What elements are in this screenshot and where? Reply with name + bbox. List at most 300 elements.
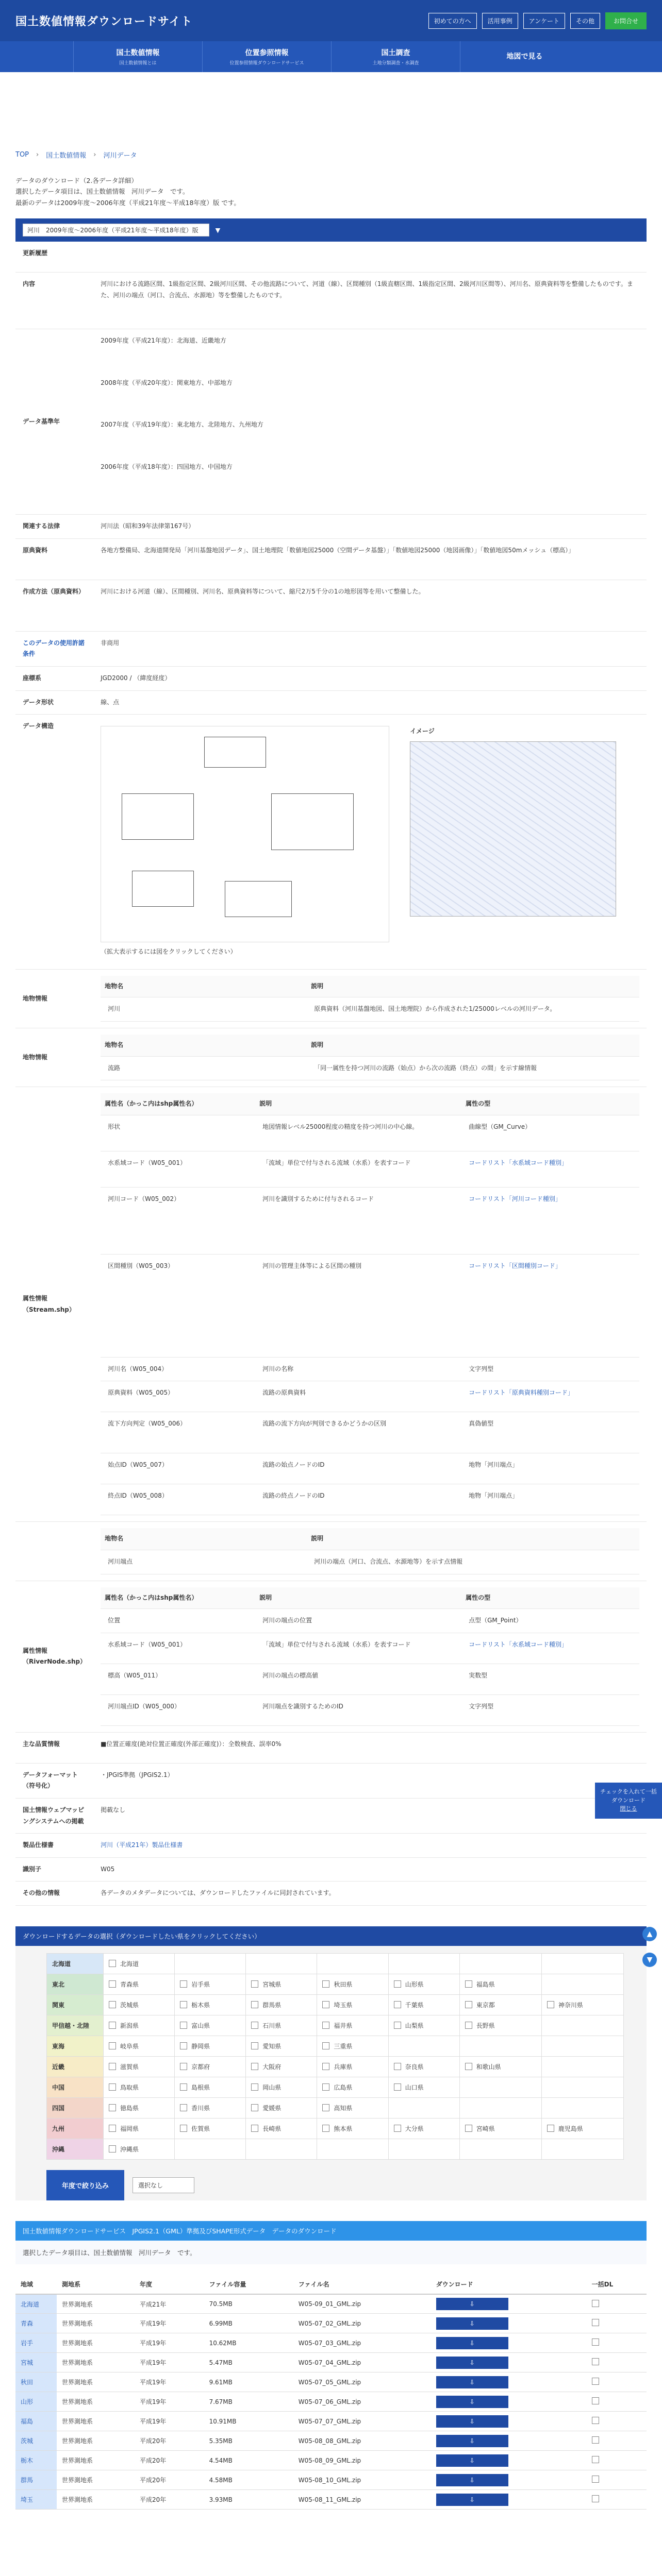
bulk-cell — [587, 2333, 647, 2353]
breadcrumb-separator: › — [36, 150, 39, 159]
pref-label: 大阪府 — [262, 2063, 282, 2071]
breadcrumb-top[interactable]: TOP — [15, 150, 29, 159]
row-label: 関連する法律 — [15, 515, 93, 539]
checkbox[interactable] — [109, 2083, 116, 2091]
scroll-down-icon[interactable]: ▼ — [642, 1953, 657, 1967]
bulk-checkbox[interactable] — [592, 2495, 599, 2502]
nav-item-kokudo[interactable] — [73, 41, 202, 72]
checkbox[interactable] — [547, 2125, 554, 2132]
pref-cell — [104, 2056, 175, 2077]
bulk-checkbox[interactable] — [592, 2456, 599, 2463]
checkbox[interactable] — [547, 2001, 554, 2008]
checkbox[interactable] — [465, 2022, 472, 2029]
bulk-checkbox[interactable] — [592, 2436, 599, 2444]
feature-table — [101, 1035, 639, 1080]
row-value: 河川法（昭和39年法律第167号） — [93, 515, 647, 539]
table-row — [15, 2490, 647, 2510]
pref-checkbox-item[interactable] — [322, 2062, 383, 2071]
download-button[interactable]: ⇩ — [436, 2317, 508, 2330]
size-cell: 70.5MB — [204, 2294, 293, 2314]
image-wrapper — [410, 726, 616, 958]
row-value — [93, 1581, 647, 1732]
download-button[interactable]: ⇩ — [436, 2376, 508, 2388]
checkbox[interactable] — [465, 2125, 472, 2132]
bulk-checkbox[interactable] — [592, 2378, 599, 2385]
table-cell — [461, 1151, 639, 1187]
table-cell: 地物「河川端点」 — [461, 1453, 639, 1484]
region-label: 中国 — [47, 2077, 104, 2097]
header-link-survey[interactable]: アンケート — [523, 13, 565, 29]
checkbox[interactable] — [109, 2042, 116, 2049]
row-label: 製品仕様書 — [15, 1834, 93, 1858]
chevron-down-icon: ▼ — [215, 226, 221, 234]
pref-cell — [246, 2036, 317, 2056]
terms-link[interactable]: このデータの使用許諾条件 — [15, 631, 93, 666]
checkbox[interactable] — [394, 2125, 401, 2132]
checkbox[interactable] — [251, 2104, 258, 2111]
pref-cell — [104, 2139, 175, 2159]
download-button[interactable]: ⇩ — [436, 2357, 508, 2369]
pref-checkbox-item[interactable] — [180, 2104, 240, 2112]
pref-cell — [175, 2118, 246, 2139]
filename-cell: W05-09_01_GML.zip — [293, 2294, 431, 2314]
version-select[interactable]: 河川 2009年度〜2006年度（平成21年度〜平成18年度）版 — [23, 224, 209, 236]
checkbox[interactable] — [322, 2022, 329, 2029]
contact-button[interactable]: お問合せ — [605, 12, 647, 29]
checkbox[interactable] — [251, 2001, 258, 2008]
row-value: 線、点 — [93, 690, 647, 715]
row-label: 原典資料 — [15, 538, 93, 580]
pref-checkbox-item[interactable] — [109, 2124, 169, 2133]
checkbox[interactable] — [251, 2063, 258, 2070]
table-row — [101, 1694, 639, 1725]
close-panel-link[interactable]: 閉じる — [620, 1805, 637, 1812]
table-cell: 河川の管理主体等による区間の種別 — [255, 1254, 461, 1357]
region-label: 甲信越・北陸 — [47, 2015, 104, 2036]
download-select-section — [15, 1926, 647, 2200]
column-header: 説明 — [307, 1528, 639, 1550]
feature-table — [101, 1528, 639, 1574]
bulk-checkbox[interactable] — [592, 2358, 599, 2365]
pref-label: 沖縄県 — [120, 2145, 139, 2153]
pref-checkbox-item[interactable] — [251, 2124, 311, 2133]
code-list-link[interactable]: コードリスト「水系域コード種別」 — [469, 1640, 568, 1648]
table-row — [101, 1381, 639, 1412]
year-cell: 平成20年 — [135, 2431, 204, 2451]
pref-checkbox-item[interactable] — [394, 2083, 454, 2092]
download-button[interactable]: ⇩ — [436, 2494, 508, 2506]
code-list-link[interactable]: コードリスト「原典資料種別コード」 — [469, 1389, 574, 1397]
pref-label: 長崎県 — [262, 2125, 282, 2132]
detail-table — [15, 242, 647, 1906]
pref-cell — [104, 2077, 175, 2097]
pref-label: 京都府 — [191, 2063, 210, 2071]
filename-cell: W05-08_08_GML.zip — [293, 2431, 431, 2451]
pref-checkbox-item[interactable] — [109, 2001, 169, 2009]
checkbox[interactable] — [180, 2125, 187, 2132]
pref-checkbox-item[interactable] — [394, 2001, 454, 2009]
pref-cell — [175, 2097, 246, 2118]
row-label: データ基準年 — [15, 329, 93, 515]
datum-cell: 世界測地系 — [57, 2333, 135, 2353]
pref-checkbox-item[interactable] — [547, 2124, 618, 2133]
download-cell — [431, 2431, 587, 2451]
checkbox[interactable] — [394, 1980, 401, 1988]
region-row — [47, 1994, 624, 2015]
row-label — [15, 1522, 93, 1581]
table-row — [15, 2470, 647, 2490]
scroll-up-icon[interactable]: ▲ — [642, 1927, 657, 1941]
pref-cell — [246, 2118, 317, 2139]
region-label: 沖縄 — [47, 2139, 104, 2159]
table-cell: 河川端点 — [101, 1550, 307, 1574]
table-cell: 文字列型 — [461, 1694, 639, 1725]
bulk-cell — [587, 2353, 647, 2372]
breadcrumb — [0, 72, 662, 175]
nav-item-label: 位置参照情報 — [245, 49, 289, 57]
pref-checkbox-item[interactable] — [109, 2062, 169, 2071]
attr-table-node — [101, 1587, 639, 1726]
bulk-checkbox[interactable] — [592, 2397, 599, 2404]
pref-checkbox-item[interactable] — [180, 2042, 240, 2050]
checkbox[interactable] — [394, 2063, 401, 2070]
checkbox[interactable] — [322, 2042, 329, 2049]
code-list-link[interactable]: コードリスト「河川コード種別」 — [469, 1195, 561, 1202]
table-cell — [461, 1254, 639, 1357]
pref-checkbox-item[interactable] — [394, 2021, 454, 2030]
pref-checkbox-item[interactable] — [109, 1980, 169, 1989]
breadcrumb-current[interactable]: 河川データ — [103, 151, 137, 160]
table-cell: 実数型 — [461, 1664, 639, 1694]
code-list-link[interactable]: コードリスト「区間種別コード」 — [469, 1262, 561, 1269]
checkbox[interactable] — [109, 2104, 116, 2111]
bulk-cell — [587, 2372, 647, 2392]
checkbox[interactable] — [322, 2083, 329, 2091]
pref-cell — [459, 2015, 541, 2036]
site-title[interactable]: 国土数値情報ダウンロードサイト — [15, 15, 193, 28]
checkbox[interactable] — [465, 1980, 472, 1988]
pref-checkbox-item[interactable] — [394, 2124, 454, 2133]
pref-checkbox-item[interactable] — [109, 2104, 169, 2112]
pref-checkbox-item[interactable] — [109, 1959, 169, 1968]
pref-label: 三重県 — [334, 2042, 353, 2050]
pref-cell — [317, 2118, 388, 2139]
bulk-cell — [587, 2412, 647, 2431]
pref-checkbox-item[interactable] — [465, 1980, 536, 1989]
datum-cell: 世界測地系 — [57, 2314, 135, 2333]
filename-cell: W05-07_02_GML.zip — [293, 2314, 431, 2333]
pref-label: 山梨県 — [405, 2022, 424, 2029]
spec-link[interactable]: 河川（平成21年）製品仕様書 — [101, 1841, 183, 1849]
pref-checkbox-item[interactable] — [180, 2062, 240, 2071]
table-cell: 河川の名称 — [255, 1357, 461, 1381]
pref-cell — [104, 1994, 175, 2015]
checkbox[interactable] — [180, 2104, 187, 2111]
pref-checkbox-item[interactable] — [109, 2042, 169, 2050]
checkbox[interactable] — [465, 2063, 472, 2070]
table-row — [101, 1412, 639, 1453]
pref-label: 石川県 — [262, 2022, 282, 2029]
download-cell — [431, 2353, 587, 2372]
checkbox[interactable] — [180, 2083, 187, 2091]
download-button[interactable]: ⇩ — [436, 2298, 508, 2310]
pref-checkbox-item[interactable] — [322, 2042, 383, 2050]
filename-cell: W05-07_07_GML.zip — [293, 2412, 431, 2431]
pref-cell — [541, 1974, 623, 1994]
pref-cell — [104, 2118, 175, 2139]
checkbox[interactable] — [180, 2063, 187, 2070]
checkbox[interactable] — [109, 2001, 116, 2008]
pref-checkbox-item[interactable] — [465, 2021, 536, 2030]
code-list-link[interactable]: コードリスト「水系域コード種別」 — [469, 1159, 568, 1166]
pref-checkbox-item[interactable] — [322, 2104, 383, 2112]
pref-label: 愛媛県 — [262, 2104, 282, 2112]
download-cell — [431, 2470, 587, 2490]
checkbox[interactable] — [251, 2042, 258, 2049]
row-value: 河川における流路区間、1級指定区間、2級河川区間、その他流路について、河道（線）、区間種別（1級直轄区間、1級指定区間、2級河川区間等）、河川名、原典資料等を整備したものです。また、河川の端点（河口、合流点、水源地）等を整備したものです。 — [93, 273, 647, 329]
header-link-other[interactable]: その他 — [570, 13, 600, 29]
pref-label: 長野県 — [476, 2022, 495, 2029]
nav-item-map[interactable] — [460, 41, 589, 72]
table-cell: 「流域」単位で付与される流域（水系）を表すコード — [255, 1151, 461, 1187]
table-row — [15, 2314, 647, 2333]
checkbox[interactable] — [251, 2022, 258, 2029]
checkbox[interactable] — [322, 1980, 329, 1988]
download-cell — [431, 2392, 587, 2412]
table-row — [101, 1633, 639, 1664]
pref-label: 鹿児島県 — [558, 2125, 583, 2132]
table-cell: 形状 — [101, 1115, 255, 1151]
bulk-checkbox[interactable] — [592, 2338, 599, 2346]
region-cell: 山形 — [15, 2392, 57, 2412]
row-value: JGD2000 / （緯度経度） — [93, 667, 647, 691]
pref-label: 岩手県 — [191, 1980, 210, 1988]
pref-checkbox-item[interactable] — [465, 2001, 536, 2009]
size-cell: 6.99MB — [204, 2314, 293, 2333]
pref-label: 群馬県 — [262, 2001, 282, 2009]
bulk-cell — [587, 2314, 647, 2333]
checkbox[interactable] — [109, 2125, 116, 2132]
checkbox[interactable] — [180, 2022, 187, 2029]
region-cell: 茨城 — [15, 2431, 57, 2451]
table-cell: 流路の始点ノードのID — [255, 1453, 461, 1484]
download-button[interactable]: ⇩ — [436, 2337, 508, 2349]
pref-checkbox-item[interactable] — [251, 2062, 311, 2071]
pref-checkbox-item[interactable] — [109, 2145, 169, 2154]
breadcrumb-kokudo[interactable]: 国土数値情報 — [46, 151, 87, 160]
download-button[interactable]: ⇩ — [436, 2474, 508, 2486]
table-row — [101, 1484, 639, 1515]
table-row — [101, 1609, 639, 1633]
region-row — [47, 2036, 624, 2056]
pref-label: 青森県 — [120, 1980, 139, 1988]
pref-label: 山形県 — [405, 1980, 424, 1988]
pref-cell — [541, 1994, 623, 2015]
checkbox[interactable] — [251, 1980, 258, 1988]
checkbox[interactable] — [322, 2104, 329, 2111]
row-value: W05 — [93, 1857, 647, 1882]
column-header: 属性名（かっこ内はshp属性名） — [101, 1093, 255, 1115]
pref-label: 岡山県 — [262, 2083, 282, 2091]
table-row — [15, 2451, 647, 2470]
pref-checkbox-item[interactable] — [180, 1980, 240, 1989]
table-row — [15, 2353, 647, 2372]
pref-label: 栃木県 — [191, 2001, 210, 2009]
nav-item-label: 国土数値情報 — [116, 49, 160, 57]
pref-checkbox-item[interactable] — [109, 2021, 169, 2030]
pref-cell — [388, 2077, 459, 2097]
pref-label: 千葉県 — [405, 2001, 424, 2009]
year-filter-select[interactable]: 選択なし — [133, 2177, 194, 2193]
checkbox[interactable] — [322, 2125, 329, 2132]
pref-checkbox-item[interactable] — [251, 2042, 311, 2050]
nav-item-sub: 土地分類調査・水調査 — [372, 61, 419, 66]
row-label: 内容 — [15, 273, 93, 329]
checkbox[interactable] — [180, 1980, 187, 1988]
pref-checkbox-item[interactable] — [394, 2062, 454, 2071]
bulk-checkbox[interactable] — [592, 2300, 599, 2307]
pref-checkbox-item[interactable] — [251, 2021, 311, 2030]
checkbox[interactable] — [251, 2083, 258, 2091]
bulk-checkbox[interactable] — [592, 2319, 599, 2326]
download-cell — [431, 2372, 587, 2392]
size-cell: 10.91MB — [204, 2412, 293, 2431]
pref-cell — [388, 2139, 459, 2159]
download-button[interactable]: ⇩ — [436, 2454, 508, 2467]
pref-checkbox-item[interactable] — [251, 1980, 311, 1989]
pref-checkbox-item[interactable] — [251, 2001, 311, 2009]
pref-cell — [388, 1974, 459, 1994]
column-header: ダウンロード — [431, 2275, 587, 2294]
table-row — [101, 1151, 639, 1187]
pref-cell — [317, 2097, 388, 2118]
table-cell: 流路の終点ノードのID — [255, 1484, 461, 1515]
checkbox[interactable] — [465, 2001, 472, 2008]
uml-node — [204, 737, 266, 768]
checkbox[interactable] — [394, 2022, 401, 2029]
checkbox[interactable] — [394, 2001, 401, 2008]
file-table — [15, 2275, 647, 2510]
main-nav — [0, 41, 662, 72]
download-button[interactable]: ⇩ — [436, 2396, 508, 2408]
row-label: 座標系 — [15, 667, 93, 691]
nav-item-ichi[interactable] — [202, 41, 331, 72]
pref-label: 新潟県 — [120, 2022, 139, 2029]
datum-cell: 世界測地系 — [57, 2490, 135, 2510]
pref-label: 山口県 — [405, 2083, 424, 2091]
pref-cell — [459, 2077, 541, 2097]
table-cell: 地物「河川端点」 — [461, 1484, 639, 1515]
bulk-checkbox[interactable] — [592, 2417, 599, 2424]
pref-checkbox-item[interactable] — [547, 2001, 618, 2009]
table-cell: 水系域コード（W05_001） — [101, 1633, 255, 1664]
pref-cell — [388, 1953, 459, 1974]
checkbox[interactable] — [394, 2083, 401, 2091]
pref-checkbox-item[interactable] — [322, 2124, 383, 2133]
checkbox[interactable] — [251, 2125, 258, 2132]
region-cell: 青森 — [15, 2314, 57, 2333]
header-link-beginner[interactable]: 初めての方へ — [428, 13, 477, 29]
year-cell: 平成20年 — [135, 2451, 204, 2470]
bulk-cell — [587, 2392, 647, 2412]
row-label: 属性情報（RiverNode.shp） — [15, 1581, 93, 1732]
checkbox[interactable] — [109, 1960, 116, 1967]
checkbox[interactable] — [180, 2042, 187, 2049]
download-cell — [431, 2333, 587, 2353]
pref-cell — [459, 2036, 541, 2056]
pref-checkbox-item[interactable] — [394, 1980, 454, 1989]
pref-checkbox-item[interactable] — [109, 2083, 169, 2092]
pref-label: 静岡県 — [191, 2042, 210, 2050]
row-value — [93, 1028, 647, 1087]
region-cell: 群馬 — [15, 2470, 57, 2490]
pref-checkbox-item[interactable] — [465, 2124, 536, 2133]
checkbox[interactable] — [322, 2063, 329, 2070]
pref-checkbox-item[interactable] — [322, 2021, 383, 2030]
pref-checkbox-item[interactable] — [251, 2104, 311, 2112]
uml-node — [225, 881, 292, 917]
filename-cell: W05-08_09_GML.zip — [293, 2451, 431, 2470]
pref-cell — [246, 2139, 317, 2159]
download-cell — [431, 2490, 587, 2510]
download-button[interactable]: ⇩ — [436, 2435, 508, 2447]
table-cell: 原典資料（W05_005） — [101, 1381, 255, 1412]
download-button[interactable]: ⇩ — [436, 2415, 508, 2428]
bulk-checkbox[interactable] — [592, 2476, 599, 2483]
bulk-cell — [587, 2470, 647, 2490]
pref-checkbox-item[interactable] — [180, 2001, 240, 2009]
table-cell: 始点ID（W05_007） — [101, 1453, 255, 1484]
pref-cell — [459, 1974, 541, 1994]
uml-diagram[interactable] — [101, 726, 389, 942]
checkbox[interactable] — [109, 2022, 116, 2029]
table-cell: 河川 — [101, 997, 307, 1022]
region-label: 関東 — [47, 1994, 104, 2015]
uml-node — [271, 793, 354, 850]
checkbox[interactable] — [322, 2001, 329, 2008]
pref-cell — [317, 1994, 388, 2015]
site-header — [0, 0, 662, 41]
checkbox[interactable] — [109, 2063, 116, 2070]
checkbox[interactable] — [109, 1980, 116, 1988]
table-cell: 原典資料（河川基盤地図、国土地理院）から作成された1/25000レベルの河川データ。 — [307, 997, 639, 1022]
pref-checkbox-item[interactable] — [465, 2062, 536, 2071]
checkbox[interactable] — [180, 2001, 187, 2008]
pref-checkbox-item[interactable] — [180, 2083, 240, 2092]
table-row — [15, 2412, 647, 2431]
header-link-cases[interactable]: 活用事例 — [482, 13, 518, 29]
datum-cell: 世界測地系 — [57, 2294, 135, 2314]
bulk-cell — [587, 2490, 647, 2510]
table-row — [15, 2372, 647, 2392]
region-label: 北海道 — [47, 1953, 104, 1974]
download-select-header: ダウンロードするデータの選択（ダウンロードしたい県をクリックしてください） — [15, 1926, 647, 1946]
pref-checkbox-item[interactable] — [322, 2083, 383, 2092]
table-cell: 「同一属性を持つ河川の流路（始点）から次の流路（終点）の間」を示す線情報 — [307, 1056, 639, 1080]
checkbox[interactable] — [109, 2145, 116, 2153]
region-label: 近畿 — [47, 2056, 104, 2077]
pref-checkbox-item[interactable] — [322, 2001, 383, 2009]
datum-cell: 世界測地系 — [57, 2412, 135, 2431]
nav-item-chosa[interactable] — [331, 41, 460, 72]
pref-checkbox-item[interactable] — [251, 2083, 311, 2092]
pref-cell — [541, 2118, 623, 2139]
intro-line: 選択したデータ項目は、国土数値情報 河川データ です。 — [15, 188, 189, 196]
row-value: 非商用 — [93, 631, 647, 666]
pref-checkbox-item[interactable] — [322, 1980, 383, 1989]
pref-checkbox-item[interactable] — [180, 2021, 240, 2030]
pref-checkbox-item[interactable] — [180, 2124, 240, 2133]
